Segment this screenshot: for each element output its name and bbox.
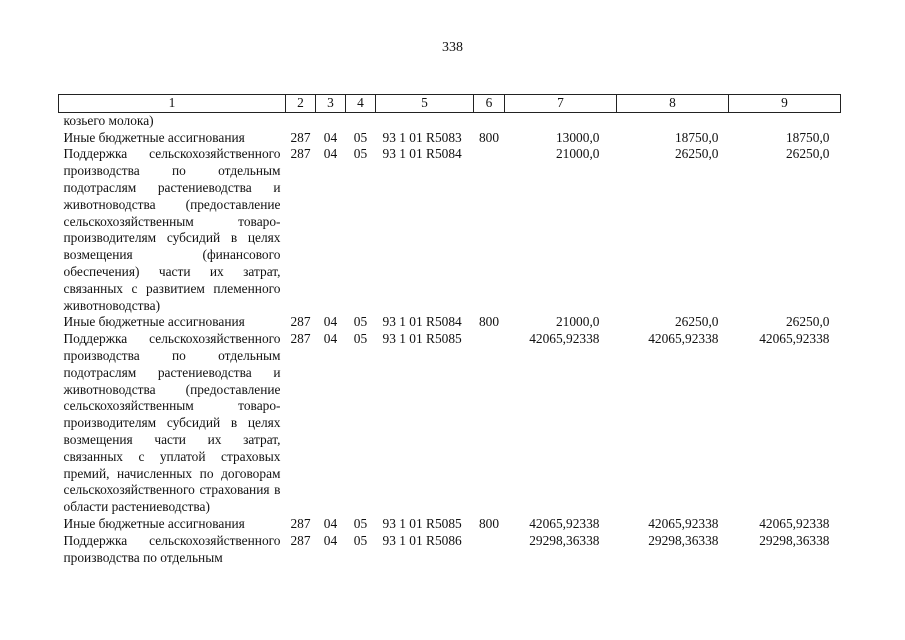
code-subsection: 05: [353, 129, 368, 145]
table-row: [59, 533, 841, 567]
code-section: 04: [323, 129, 338, 145]
code-expense-type: [474, 533, 505, 567]
amount-col-7: 29298,36338: [529, 532, 600, 548]
code-target-article: 93 1 01 R5083: [382, 129, 462, 145]
amount-col-9: [729, 112, 841, 129]
amount-col-8: 42065,92338: [648, 515, 719, 531]
code-subsection: 05: [353, 314, 368, 330]
budget-allocation-table: [58, 94, 841, 566]
code-expense-type: [474, 112, 505, 129]
code-target-article: 93 1 01 R5085: [382, 515, 462, 531]
item-name: Иные бюджетные ассигнования: [63, 314, 245, 330]
amount-col-9: 42065,92338: [759, 515, 830, 531]
item-name: Поддержка сельскохозяйственного производства по отдельным: [63, 532, 281, 565]
code-gr: 287: [290, 515, 311, 531]
column-header: 8: [617, 95, 729, 113]
table-row: [59, 516, 841, 533]
column-header: 1: [59, 95, 286, 113]
code-expense-type: 800: [478, 129, 500, 145]
amount-col-9: 29298,36338: [759, 532, 830, 548]
column-header: 3: [316, 95, 346, 113]
code-expense-type: [474, 146, 505, 314]
amount-col-9: 26250,0: [785, 146, 830, 162]
table-row: [59, 130, 841, 147]
amount-col-7: 42065,92338: [529, 515, 600, 531]
amount-col-8: 26250,0: [674, 146, 719, 162]
item-name: Иные бюджетные ассигнования: [63, 129, 245, 145]
column-header: 9: [729, 95, 841, 113]
amount-col-9: 26250,0: [785, 314, 830, 330]
code-target-article: 93 1 01 R5086: [382, 532, 462, 548]
column-header: 5: [376, 95, 474, 113]
amount-col-9: 18750,0: [785, 129, 830, 145]
code-target-article: 93 1 01 R5084: [382, 146, 462, 162]
code-gr: [286, 112, 316, 129]
table-row: [59, 314, 841, 331]
column-header: 6: [474, 95, 505, 113]
item-name: Поддержка сельскохозяйственного производства по отдельным подотраслям растениеводства и животноводства (предоставление сельскохозяйственным товаропроизводителям субсидий в целях возмещения (финансового обеспечения) части их затрат, связанных с развитием племенного животноводства): [63, 146, 281, 313]
code-section: 04: [323, 515, 338, 531]
table-row: [59, 331, 841, 516]
amount-col-7: 13000,0: [555, 129, 600, 145]
amount-col-7: 21000,0: [555, 146, 600, 162]
code-expense-type: [474, 331, 505, 516]
code-section: 04: [323, 331, 338, 347]
page-number: 338: [442, 40, 463, 55]
amount-col-8: [617, 112, 729, 129]
amount-col-8: 42065,92338: [648, 331, 719, 347]
code-gr: 287: [290, 532, 311, 548]
column-number-header-row: [59, 95, 841, 113]
item-name: Поддержка сельскохозяйственного производства по отдельным подотраслям растениеводства и животноводства (предоставление сельскохозяйственным товаропроизводителям субсидий в целях возмещения части их затрат, связанных с уплатой страховых премий, начисленных по договорам сельскохозяйственного страхования в области растениеводства): [63, 331, 281, 515]
code-subsection: 05: [353, 146, 368, 162]
code-section: [316, 112, 346, 129]
column-header: 2: [286, 95, 316, 113]
code-target-article: [376, 112, 474, 129]
code-subsection: [346, 112, 376, 129]
code-subsection: 05: [353, 515, 368, 531]
item-name: Иные бюджетные ассигнования: [63, 515, 245, 531]
amount-col-7: [505, 112, 617, 129]
code-target-article: 93 1 01 R5084: [382, 314, 462, 330]
code-gr: 287: [290, 314, 311, 330]
code-section: 04: [323, 314, 338, 330]
code-subsection: 05: [353, 532, 368, 548]
code-section: 04: [323, 532, 338, 548]
amount-col-8: 18750,0: [674, 129, 719, 145]
amount-col-9: 42065,92338: [759, 331, 830, 347]
amount-col-8: 29298,36338: [648, 532, 719, 548]
amount-col-7: 21000,0: [555, 314, 600, 330]
table-row: [59, 146, 841, 314]
column-header: 4: [346, 95, 376, 113]
column-header: 7: [505, 95, 617, 113]
code-gr: 287: [290, 146, 311, 162]
code-target-article: 93 1 01 R5085: [382, 331, 462, 347]
amount-col-7: 42065,92338: [529, 331, 600, 347]
code-section: 04: [323, 146, 338, 162]
amount-col-8: 26250,0: [674, 314, 719, 330]
code-gr: 287: [290, 331, 311, 347]
code-expense-type: 800: [478, 515, 500, 531]
code-subsection: 05: [353, 331, 368, 347]
item-name: козьего молока): [63, 112, 154, 128]
code-expense-type: 800: [478, 314, 500, 330]
code-gr: 287: [290, 129, 311, 145]
table-row: [59, 112, 841, 129]
